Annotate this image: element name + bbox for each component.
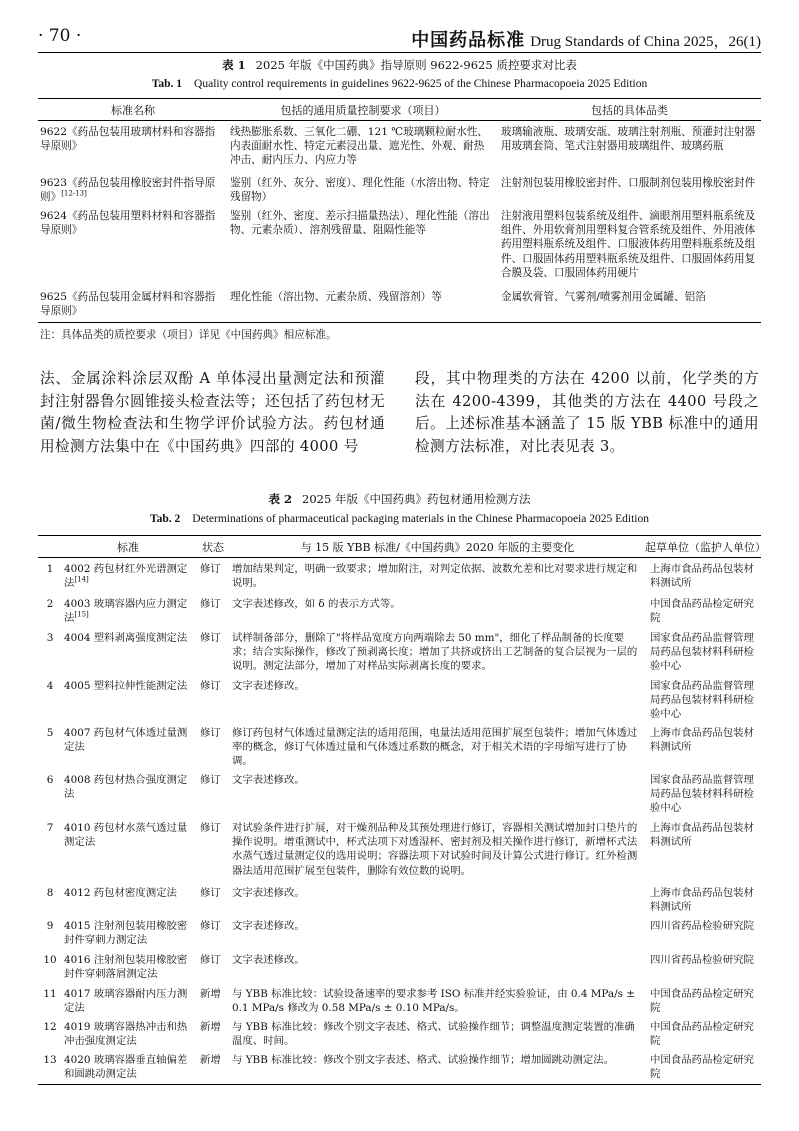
table1-row2-items: 鉴别（红外、灰分、密度）、理化性能（水溶出物、特定残留物） [230, 177, 490, 204]
table2-row8-unit: 上海市食品药品包装材料测试所 [650, 887, 754, 914]
table2-row5-status: 修订 [200, 727, 221, 739]
table2-row13-status: 新增 [200, 1054, 221, 1066]
table2-row2-change: 文字表述修改，如 δ 的表示方式等。 [232, 598, 401, 610]
table2-row1-no: 1 [46, 563, 54, 575]
table2-row5-unit: 上海市食品药品包装材料测试所 [650, 727, 754, 754]
table2-row11-standard: 4017 玻璃容器耐内压力测定法 [64, 988, 188, 1015]
table2-row9-status: 修订 [200, 920, 221, 932]
table1-caption-en [0, 78, 799, 90]
table2-row3-no: 3 [46, 632, 54, 644]
table2-row12-standard: 4019 玻璃容器热冲击和热冲击强度测定法 [64, 1021, 188, 1048]
table2-row9-unit: 四川省药品检验研究院 [650, 920, 754, 932]
table2-row11-change: 与 YBB 标准比较：试验设备速率的要求参考 ISO 标准并经实验验证，由 0.4 MPa/s ± 0.1 MPa/s 修改为 0.58 MPa/s ± 0.10 MPa/s。 [232, 988, 635, 1015]
table2-label-en: Tab. 2 [150, 513, 181, 525]
table2-row6-status: 修订 [200, 774, 221, 786]
table2-row13-change: 与 YBB 标准比较：修改个别文字表述、格式、试验操作细节；增加圆跳动测定法。 [232, 1054, 615, 1066]
table2-row8-standard: 4012 药包材密度测定法 [64, 887, 177, 899]
table2-row10-change: 文字表述修改。 [232, 954, 305, 966]
table2-row10-no: 10 [43, 954, 57, 966]
table1-title-cn: 2025 年版《中国药典》指导原则 9622-9625 质控要求对比表 [255, 58, 577, 72]
table2-bottom-rule [38, 1084, 761, 1085]
table1-row2-name [40, 176, 220, 204]
table2-row4-no: 4 [46, 680, 54, 692]
table2-header-changes: 与 15 版 YBB 标准/《中国药典》2020 年版的主要变化 [300, 541, 575, 554]
table2-row8-change: 文字表述修改。 [232, 887, 305, 899]
table2-row1-status: 修订 [200, 563, 221, 575]
page-header [38, 26, 761, 53]
table1-top-rule [38, 98, 761, 99]
table2-row2-ref: [15] [74, 610, 89, 619]
table2-row6-unit: 国家食品药品监督管理局药品包装材料科研检验中心 [650, 774, 754, 815]
table2-row4-change: 文字表述修改。 [232, 680, 305, 692]
table1-caption-cn [0, 57, 799, 73]
table1-row2-categories: 注射剂包装用橡胶密封件、口服制剂包装用橡胶密封件 [501, 177, 756, 189]
table2-header-unit: 起草单位（监护人单位） [645, 541, 766, 554]
table2-caption-en [0, 513, 799, 525]
table2-row7-no: 7 [46, 822, 54, 834]
table2-row3-change: 试样制备部分，删除了"将样品宽度方向两端除去 50 mm"，细化了样品制备的长度要求；结合实际操作，修改了预剥离长度；增加了共挤或挤出工艺制备的复合层视为一层的说明。测定法部分，增加了对样品实际剥离长度的要求。 [232, 632, 638, 673]
table1-row3-items: 鉴别（红外、密度、差示扫描量热法）、理化性能（溶出物、元素杂质）、溶剂残留量、阻隔性能等 [230, 210, 490, 237]
table1-header-items: 包括的通用质量控制要求（项目） [280, 104, 446, 117]
table1-row2-ref: [12-13] [61, 189, 87, 198]
table2-header-standard: 标准 [117, 541, 139, 554]
table2-row1-standard-text: 4002 药包材红外光谱测定法 [64, 563, 188, 590]
table1-row4-name: 9625《药品包装用金属材料和容器指导原则》 [40, 291, 216, 318]
table1-row4-categories: 金属软膏管、气雾剂/喷雾剂用金属罐、铝箔 [501, 291, 706, 303]
table1-row1-items: 线热膨胀系数、三氧化二硼、121 ℃玻璃颗粒耐水性、内表面耐水性、特定元素浸出量、遮光性、外观、耐热冲击、耐内压力、内应力等 [230, 126, 488, 167]
table2-caption-cn [0, 491, 799, 507]
table2-row9-change: 文字表述修改。 [232, 920, 305, 932]
body-text-right: 段，其中物理类的方法在 4200 以前，化学类的方法在 4200-4399，其他类的方法在 4400 号段之后。上述标准基本涵盖了 15 版 YBB 标准中的通用检测方法标准，对比表见表 3。 [415, 370, 759, 455]
table2-row13-unit: 中国食品药品检定研究院 [650, 1054, 754, 1081]
table2-row7-standard: 4010 药包材水蒸气透过量测定法 [64, 822, 188, 849]
table2-row6-change: 文字表述修改。 [232, 774, 305, 786]
table2-row1-change: 增加结果判定，明确一致要求；增加附注，对判定依据、波数允差和比对要求进行规定和说明。 [232, 563, 638, 590]
table2-row3-status: 修订 [200, 632, 221, 644]
table2-row13-standard: 4020 玻璃容器垂直轴偏差和圆跳动测定法 [64, 1054, 188, 1081]
table2-row10-unit: 四川省药品检验研究院 [650, 954, 754, 966]
table2-row10-standard: 4016 注射剂包装用橡胶密封件穿刺落屑测定法 [64, 954, 188, 981]
table2-row2-standard [64, 597, 192, 625]
table1-note: 注：具体品类的质控要求（项目）详见《中国药典》相应标准。 [40, 329, 337, 341]
table2-row5-standard: 4007 药包材气体透过量测定法 [64, 727, 188, 754]
table2-row2-unit: 中国食品药品检定研究院 [650, 598, 754, 625]
table2-row7-unit: 上海市食品药品包装材料测试所 [650, 822, 754, 849]
table1-header-categories: 包括的具体品类 [591, 104, 668, 117]
table2-title-cn: 2025 年版《中国药典》药包材通用检测方法 [302, 492, 531, 506]
table1-header-rule [38, 120, 761, 121]
table2-row5-change: 修订药包材气体透过量测定法的适用范围，电量法适用范围扩展至包装件；增加气体透过率的概念，修订气体透过量和气体透过系数的概念，对于相关术语的字母缩写进行了协调。 [232, 727, 638, 768]
table2-row3-unit: 国家食品药品监督管理局药品包装材料科研检验中心 [650, 632, 754, 673]
table2-row10-status: 修订 [200, 954, 221, 966]
table2-row11-no: 11 [43, 988, 57, 1000]
body-text-left: 法、金属涂料涂层双酚 A 单体浸出量测定法和预灌封注射器鲁尔圆锥接头检查法等；还包括了药包材无菌/微生物检查法和生物学评价试验方法。药包材通用检测方法集中在《中国药典》四部的 4000 号 [40, 370, 385, 455]
table2-row2-standard-text: 4003 玻璃容器内应力测定法 [64, 598, 188, 625]
table2-row8-no: 8 [46, 887, 54, 899]
table1-title-en: Quality control requirements in guidelines 9622-9625 of the Chinese Pharmacopoeia 2025 Edition [194, 78, 648, 90]
table2-header-status: 状态 [202, 541, 224, 554]
table2-row6-no: 6 [46, 774, 54, 786]
table2-row11-status: 新增 [200, 988, 221, 1000]
journal-title-cn: 中国药品标准 [411, 30, 526, 51]
table2-row11-unit: 中国食品药品检定研究院 [650, 988, 754, 1015]
table2-row4-standard: 4005 塑料拉伸性能测定法 [64, 680, 188, 692]
table2-row4-unit: 国家食品药品监督管理局药品包装材料科研检验中心 [650, 680, 754, 721]
table2-row1-unit: 上海市食品药品包装材料测试所 [650, 563, 754, 590]
table2-row3-standard: 4004 塑料剥离强度测定法 [64, 632, 188, 644]
table1-row1-categories: 玻璃输液瓶、玻璃安瓿、玻璃注射剂瓶、预灌封注射器用玻璃套筒、笔式注射器用玻璃组件、玻璃药瓶 [501, 126, 756, 153]
table2-row8-status: 修订 [200, 887, 221, 899]
table2-row12-unit: 中国食品药品检定研究院 [650, 1021, 754, 1048]
table2-header-rule [38, 557, 761, 558]
table2-row6-standard: 4008 药包材热合强度测定法 [64, 774, 188, 801]
page-number: · 70 · [38, 26, 82, 46]
table2-row1-ref: [14] [74, 575, 89, 584]
table2-row7-status: 修订 [200, 822, 221, 834]
table2-row7-change: 对试验条件进行扩展，对干燥剂品种及其预处理进行修订，容器相关测试增加封口垫片的操作说明。增重测试中，杯式法项下对透湿杯、密封剂及相关操作进行修订，新增杯式法水蒸气透过量测定仪的选用说明；容器法项下对试验时间及计算公式进行修订。红外检测器法适用范围扩展至包装件，删除有效位数的说明。 [232, 822, 638, 877]
table1-row4-items: 理化性能（溶出物、元素杂质、残留溶剂）等 [230, 291, 442, 303]
table2-row13-no: 13 [43, 1054, 57, 1066]
table2-row12-no: 12 [43, 1021, 57, 1033]
table2-row2-no: 2 [46, 598, 54, 610]
table2-row12-status: 新增 [200, 1021, 221, 1033]
table2-row12-change: 与 YBB 标准比较：修改个别文字表述、格式、试验操作细节；调整温度测定装置的准确温度、时间。 [232, 1021, 635, 1048]
table1-header-name: 标准名称 [111, 104, 155, 117]
table1-bottom-rule [38, 322, 761, 323]
table2-title-en: Determinations of pharmaceutical packaging materials in the Chinese Pharmacopoeia 2025 Edition [192, 513, 649, 525]
table2-top-rule [38, 535, 761, 536]
table1-row1-name: 9622《药品包装用玻璃材料和容器指导原则》 [40, 126, 216, 153]
table2-row4-status: 修订 [200, 680, 221, 692]
table2-label-cn: 表 2 [268, 492, 293, 506]
table1-row3-categories: 注射液用塑料包装系统及组件、滴眼剂用塑料瓶系统及组件、外用软膏剂用塑料复合管系统及组件、外用液体药用塑料瓶系统及组件、口服液体药用塑料瓶系统及组件、口服固体药用塑料瓶系统及组件、口服固体药用复合膜及袋、口服固体药用硬片 [501, 210, 756, 279]
table2-row5-no: 5 [46, 727, 54, 739]
journal-title-en: Drug Standards of China 2025，26(1) [530, 34, 761, 50]
table1-row2-name-text: 9623《药品包装用橡胶密封件指导原则》 [40, 177, 216, 204]
table2-row2-status: 修订 [200, 598, 221, 610]
table2-row1-standard [64, 562, 192, 590]
table1-label-cn: 表 1 [222, 58, 246, 72]
table2-row9-standard: 4015 注射剂包装用橡胶密封件穿刺力测定法 [64, 920, 188, 947]
table1-label-en: Tab. 1 [151, 78, 183, 90]
journal-title [411, 26, 761, 52]
table2-row9-no: 9 [46, 920, 54, 932]
table1-row3-name: 9624《药品包装用塑料材料和容器指导原则》 [40, 210, 216, 237]
